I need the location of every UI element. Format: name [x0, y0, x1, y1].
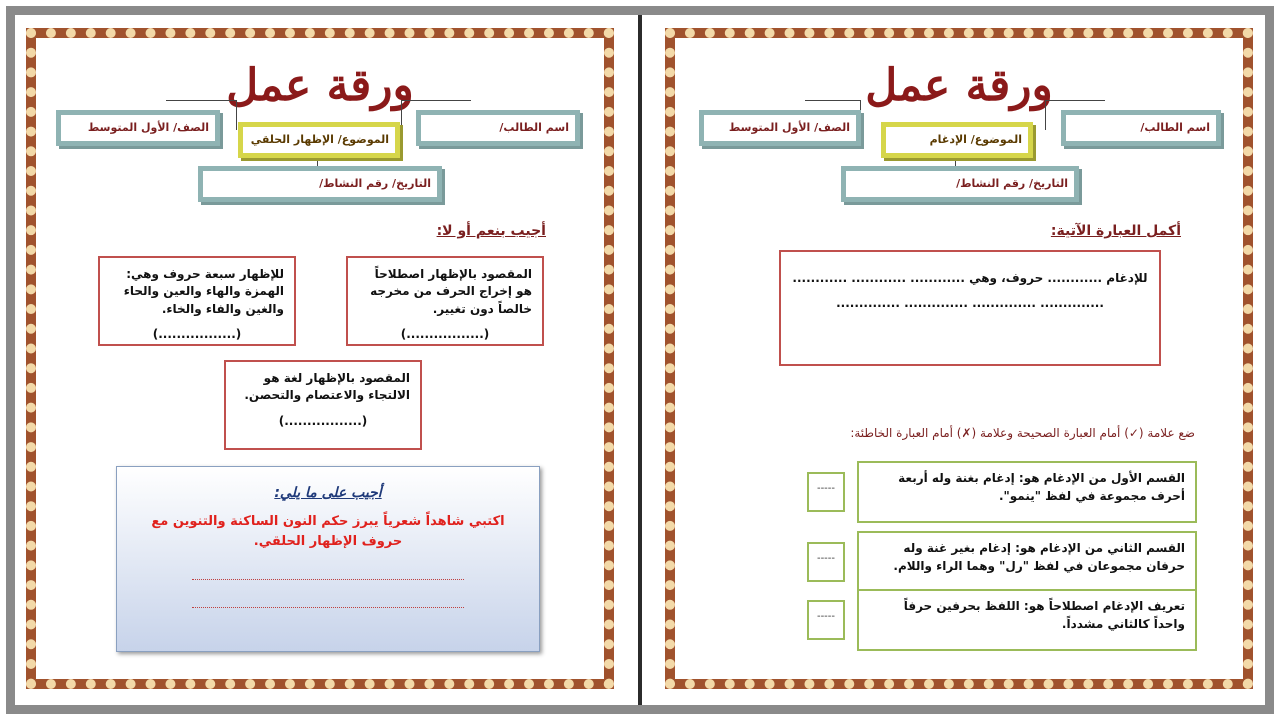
connector-line: [401, 100, 471, 101]
connector-line: [166, 100, 236, 101]
mark-box-2[interactable]: -----: [807, 542, 845, 582]
mark-instruction: ضع علامة (✓) أمام العبارة الصحيحة وعلامة (✗) أمام العبارة الخاطئة:: [850, 426, 1195, 440]
statement-text: المقصود بالإظهار اصطلاحاً هو إخراج الحرف من مخرجه خالصاً دون تغيير.: [370, 267, 532, 316]
grade-field: الصف/ الأول المتوسط: [56, 110, 220, 146]
writing-panel: [116, 466, 540, 652]
mark-box-3[interactable]: -----: [807, 600, 845, 640]
true-false-box-2: [98, 256, 296, 346]
answer-line[interactable]: [192, 579, 464, 580]
worksheet-right-content: [675, 38, 1243, 679]
connector-line: [401, 100, 402, 130]
statement-box-2: القسم الثاني من الإدغام هو: إدغام بغير غنة وله حرفان مجموعان في لفظ "رل" وهما الراء واللام.: [857, 531, 1197, 593]
answer-blank[interactable]: (.................): [278, 413, 368, 428]
fill-in-box: [779, 250, 1161, 366]
page-divider: [638, 15, 642, 705]
outer-frame: [6, 6, 1274, 714]
answer-line[interactable]: [192, 607, 464, 608]
mark-box-1[interactable]: -----: [807, 472, 845, 512]
question-heading: أجيب بنعم أو لا:: [436, 223, 546, 239]
complete-heading: أكمل العبارة الآتية:: [1050, 223, 1181, 239]
connector-line: [1045, 100, 1105, 101]
worksheet-left: [26, 28, 614, 689]
statement-box-1: القسم الأول من الإدغام هو: إدغام بغنة وله أربعة أحرف مجموعة في لفظ "ينمو".: [857, 461, 1197, 523]
topic-field: الموضوع/ الإدغام: [881, 122, 1033, 158]
page-title: ورقة عمل: [865, 60, 1053, 111]
connector-line: [805, 100, 860, 101]
panel-title: أجيب على ما يلي:: [274, 485, 382, 501]
date-activity-field[interactable]: التاريخ/ رقم النشاط/: [198, 166, 442, 202]
student-name-field[interactable]: اسم الطالب/: [416, 110, 580, 146]
statement-text: المقصود بالإظهار لغة هو الالتجاء والاعتصام والتحصن.: [244, 371, 410, 403]
topic-field: الموضوع/ الإظهار الحلقي: [238, 122, 400, 158]
date-activity-field[interactable]: التاريخ/ رقم النشاط/: [841, 166, 1079, 202]
fill-line-1[interactable]: للإدغام ............ حروف، وهي ............ ............ ............: [792, 271, 1148, 285]
student-name-field[interactable]: اسم الطالب/: [1061, 110, 1221, 146]
statement-box-3: تعريف الإدغام اصطلاحاً هو: اللفظ بحرفين حرفاً واحداً كالثاني مشدداً.: [857, 589, 1197, 651]
frame-inner: [15, 15, 1265, 705]
connector-line: [1045, 100, 1046, 130]
true-false-box-3: [224, 360, 422, 450]
panel-instruction: اكتبي شاهداً شعرياً يبرز حكم النون الساكنة والتنوين مع حروف الإظهار الحلقي.: [151, 514, 505, 549]
statement-text: للإظهار سبعة حروف وهي: الهمزة والهاء والعين والحاء والغين والفاء والخاء.: [123, 267, 284, 316]
answer-blank[interactable]: (.................): [400, 327, 490, 342]
fill-line-2[interactable]: .............. .............. .............. ..............: [836, 296, 1104, 311]
connector-line: [236, 100, 237, 130]
true-false-box-1: [346, 256, 544, 346]
worksheet-left-content: [36, 38, 604, 679]
page-title: ورقة عمل: [226, 60, 414, 111]
answer-blank[interactable]: (.................): [152, 327, 242, 342]
worksheet-right: [665, 28, 1253, 689]
grade-field: الصف/ الأول المتوسط: [699, 110, 861, 146]
